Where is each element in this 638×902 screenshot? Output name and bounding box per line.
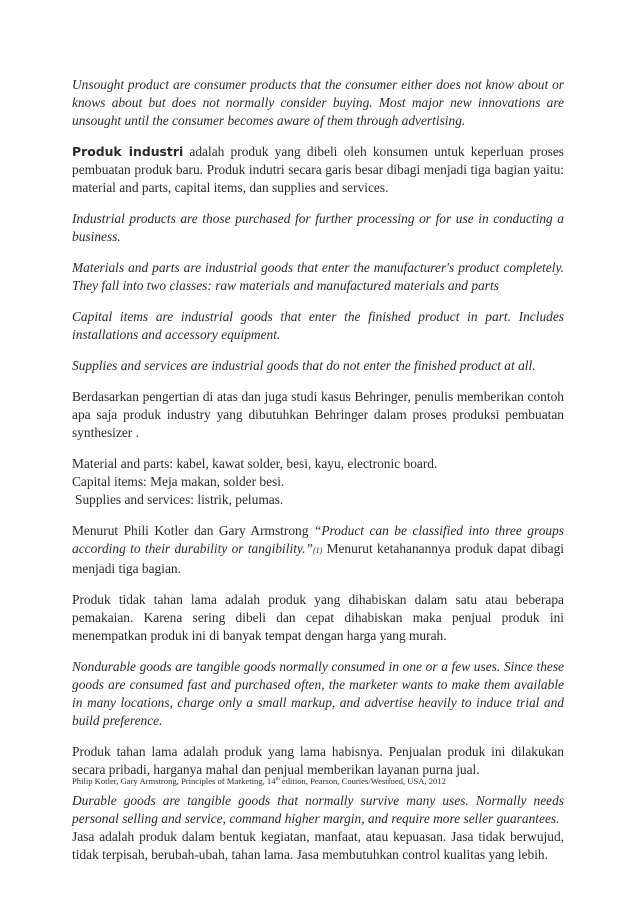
jasa-indonesian: Jasa adalah produk dalam bentuk kegiatan, manfaat, atau kepuasan. Jasa tidak berwujud, tidak terpisah, berubah-ubah, tahan lama. Jasa membutuhkan control kualitas yang lebih. xyxy=(72,829,564,862)
durable-english: Durable goods are tangible goods that normally survive many uses. Normally needs personal selling and service, command higher margin, and require more seller guarantees. xyxy=(72,793,564,826)
unsought-definition: Unsought product are consumer products that the consumer either does not know about or knows about but does not normally consider buying. Most major new innovations are unsought until the consumer becomes aware of them through advertising. xyxy=(72,77,564,128)
durable-and-jasa xyxy=(72,792,564,864)
footnote-post: edition, Pearson, Couries/Westfoed, USA, 2012 xyxy=(279,776,446,786)
list-item: Supplies and services: listrik, pelumas. xyxy=(75,492,284,507)
nondurable-indonesian: Produk tidak tahan lama adalah produk yang dihabiskan dalam satu atau beberapa pemakaian. Karena sering dibeli dan cepat dihabiskan maka penjual produk ini menempatkan produk ini di banyak tempat dengan harga yang murah. xyxy=(72,592,564,643)
nondurable-english: Nondurable goods are tangible goods normally consumed in one or a few uses. Since these goods are consumed fast and purchased often, the marketer wants to make them available in many locations, charge only a small markup, and advertise heavily to induce trial and build preference. xyxy=(72,659,564,728)
industri-term: Produk industri xyxy=(72,144,184,159)
menurut-tail: Menurut ketahanannya produk dapat dibagi menjadi tiga bagian. xyxy=(72,541,564,576)
industri-text: adalah produk yang dibeli oleh konsumen untuk keperluan proses pembuatan produk baru. Produk indutri secara garis besar dibagi menjadi tiga bagian yaitu: material and parts, capital items, dan supplies and services. xyxy=(72,144,564,195)
examples-list xyxy=(72,455,564,509)
footnote-sup: th xyxy=(275,776,280,782)
industri-definition xyxy=(72,143,564,197)
list-item: Capital items: Meja makan, solder besi. xyxy=(72,474,285,489)
footnote-marker: (1) xyxy=(312,546,323,555)
capital-items-definition: Capital items are industrial goods that enter the finished product in part. Includes installations and accessory equipment. xyxy=(72,309,564,342)
berdasarkan-paragraph: Berdasarkan pengertian di atas dan juga studi kasus Behringer, penulis memberikan contoh apa saja produk industry yang dibutuhkan Behringer dalam proses produksi pembuatan synthesizer . xyxy=(72,389,564,440)
menurut-lead: Menurut Phili Kotler dan Gary Armstrong xyxy=(72,523,314,538)
industrial-products-definition: Industrial products are those purchased for further processing or for use in conducting a business. xyxy=(72,211,564,244)
list-item: Material and parts: kabel, kawat solder, besi, kayu, electronic board. xyxy=(72,456,438,471)
document-body xyxy=(72,76,564,877)
footnote-pre: Philip Kotler, Gary Armstrong, Principles of Marketing, 14 xyxy=(72,776,276,786)
menurut-quote: “Product can be classified into three groups according to their durability or tangibility.” xyxy=(72,523,564,556)
menurut-paragraph xyxy=(72,522,564,578)
durable-indonesian: Produk tahan lama adalah produk yang lama habisnya. Penjualan produk ini dilakukan secara pribadi, harganya mahal dan penjual memberikan layanan purna jual. xyxy=(72,744,564,777)
supplies-definition: Supplies and services are industrial goods that do not enter the finished product at all. xyxy=(72,358,536,373)
footnote xyxy=(72,774,572,787)
materials-definition: Materials and parts are industrial goods that enter the manufacturer's product completely. They fall into two classes: raw materials and manufactured materials and parts xyxy=(72,260,564,293)
